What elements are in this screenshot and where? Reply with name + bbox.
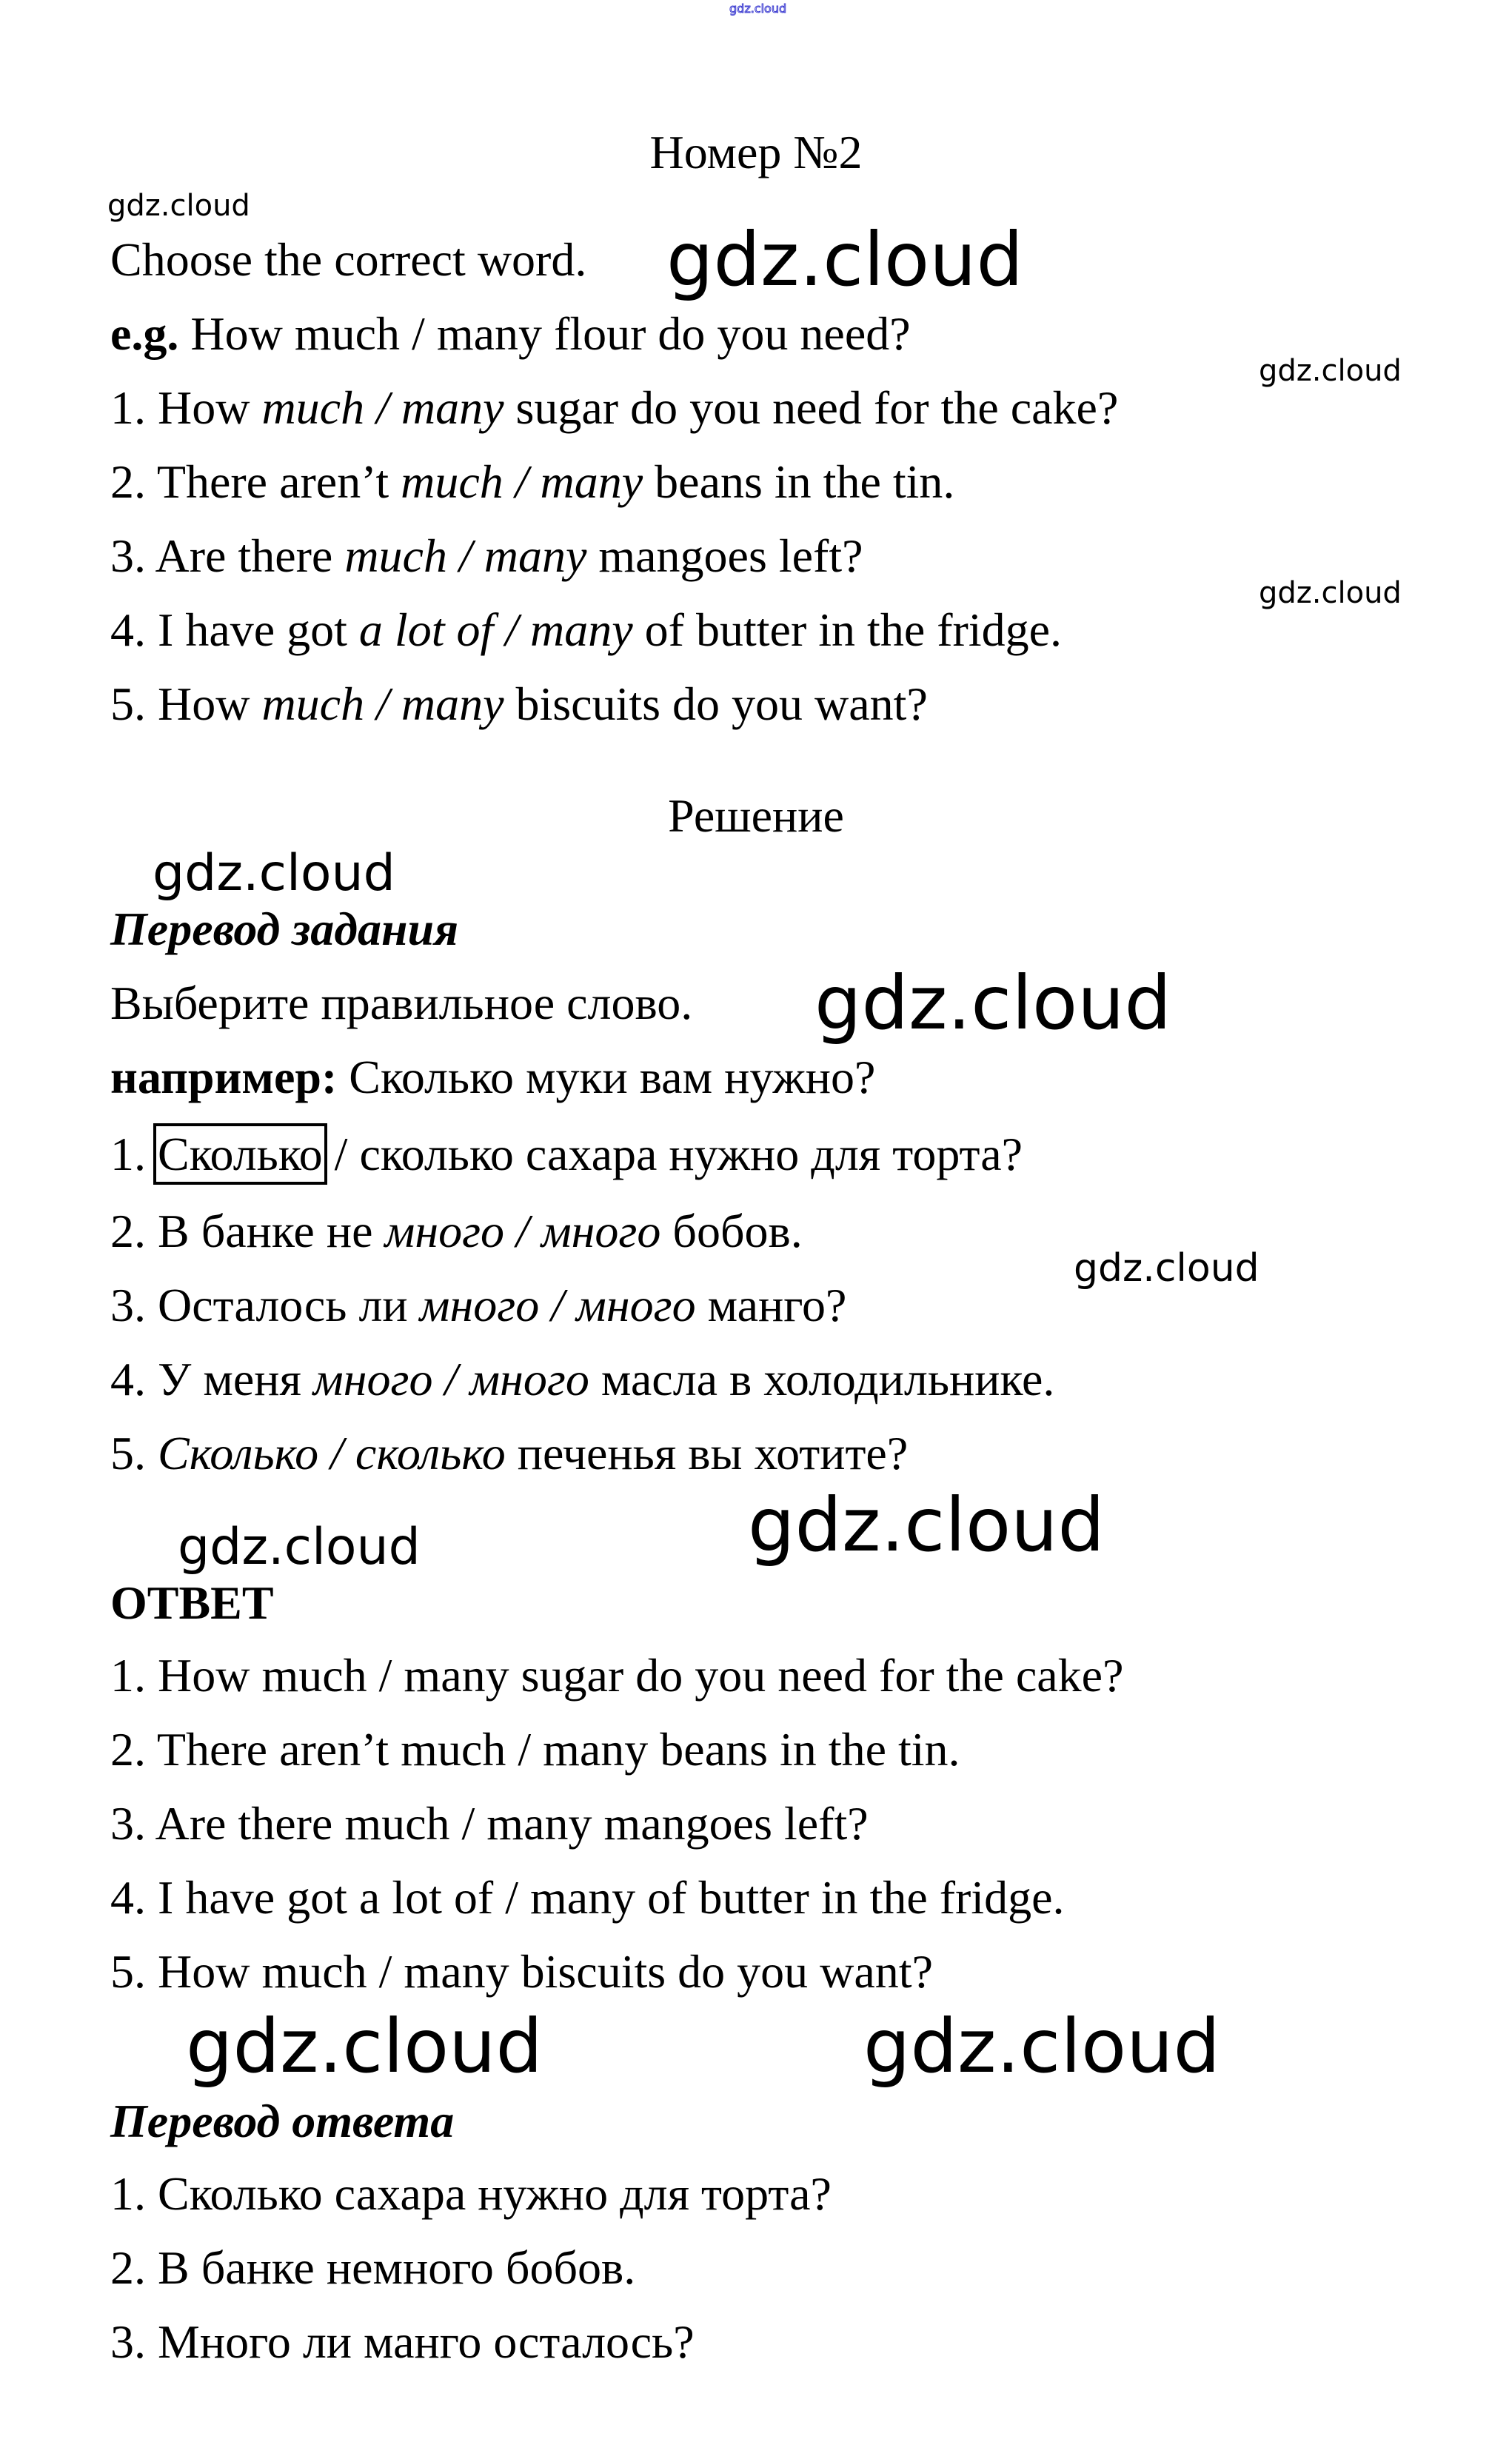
- text-segment: 5.: [110, 1427, 158, 1479]
- text-segment: 2. В банке немного бобов.: [110, 2241, 636, 2294]
- translation-line: [110, 1279, 846, 1332]
- text-segment: 4. I have got a lot of / many of butter in the fridge.: [110, 1871, 1065, 1924]
- text-segment: biscuits do you want?: [504, 678, 928, 730]
- translation-instruction: Выберите правильное слово.: [110, 977, 693, 1029]
- translation-line: [110, 1128, 1023, 1181]
- text-segment: 3. Осталось ли: [110, 1279, 420, 1331]
- solution-title: Решение: [668, 789, 844, 842]
- watermark: gdz.cloud: [153, 844, 395, 903]
- task-line: [110, 678, 928, 731]
- task-instruction: Choose the correct word.: [110, 233, 587, 286]
- answer-line: [110, 1649, 1123, 1702]
- text-segment: 4. У меня: [110, 1353, 313, 1405]
- task-line: [110, 381, 1118, 435]
- text-segment: много / много: [312, 1353, 589, 1405]
- text-segment: 1. Сколько сахара нужно для торта?: [110, 2167, 832, 2220]
- watermark: gdz.cloud: [186, 2003, 543, 2090]
- watermark: gdz.cloud: [748, 1482, 1105, 1568]
- text-segment: mangoes left?: [586, 529, 863, 582]
- text-segment: 4. I have got: [110, 603, 359, 656]
- text-segment: бобов.: [660, 1205, 803, 1257]
- text-segment: масла в холодильнике.: [589, 1353, 1055, 1405]
- text-segment: How much / many flour do you need?: [178, 307, 911, 360]
- text-segment: / сколько сахара нужно для торта?: [322, 1128, 1023, 1180]
- watermark: gdz.cloud: [863, 2003, 1221, 2090]
- text-segment: beans in the tin.: [643, 455, 955, 508]
- text-segment: много / много: [419, 1279, 696, 1331]
- text-segment: 1. How much / many sugar do you need for the cake?: [110, 1649, 1124, 1702]
- text-segment: 2. There aren’t: [110, 455, 401, 508]
- text-segment: of butter in the fridge.: [632, 603, 1063, 656]
- answer-line: [110, 1871, 1065, 1924]
- text-segment: много / много: [384, 1205, 661, 1257]
- translation-line: [110, 1051, 875, 1104]
- text-segment: much / many: [344, 529, 587, 582]
- text-segment: манго?: [695, 1279, 847, 1331]
- watermark: gdz.cloud: [666, 216, 1024, 303]
- task-line: [110, 307, 911, 361]
- text-segment: much / many: [261, 381, 504, 434]
- answer-translation-line: [110, 2315, 695, 2369]
- task-line: [110, 603, 1062, 657]
- answer-line: [110, 1945, 933, 1998]
- text-segment: 2. В банке не: [110, 1205, 385, 1257]
- text-segment: e.g.: [110, 307, 179, 360]
- boxed-word: Сколько: [158, 1128, 323, 1180]
- answer-translation-line: [110, 2167, 832, 2221]
- text-segment: 3. Are there: [110, 529, 345, 582]
- answer-translation-line: [110, 2241, 635, 2295]
- translation-line: [110, 1205, 803, 1258]
- watermark: gdz.cloud: [107, 189, 250, 223]
- text-segment: 3. Много ли манго осталось?: [110, 2315, 695, 2368]
- watermark-top: gdz.cloud: [729, 1, 787, 16]
- watermark: gdz.cloud: [1259, 576, 1402, 610]
- text-segment: Сколько / сколько: [158, 1427, 506, 1479]
- answer-line: [110, 1797, 869, 1850]
- translation-heading: Перевод задания: [110, 903, 459, 955]
- text-segment: much / many: [401, 455, 643, 508]
- text-segment: печенья вы хотите?: [505, 1427, 909, 1479]
- text-segment: например:: [110, 1051, 338, 1103]
- text-segment: 5. How: [110, 678, 262, 730]
- text-segment: Сколько муки вам нужно?: [337, 1051, 876, 1103]
- text-segment: sugar do you need for the cake?: [504, 381, 1119, 434]
- task-line: [110, 529, 863, 583]
- text-segment: 1. How: [110, 381, 262, 434]
- answer-heading: ОТВЕТ: [110, 1576, 274, 1629]
- answer-line: [110, 1723, 960, 1776]
- text-segment: a lot of / many: [358, 603, 633, 656]
- text-segment: 5. How much / many biscuits do you want?: [110, 1945, 933, 1998]
- watermark: gdz.cloud: [1074, 1246, 1260, 1291]
- watermark: gdz.cloud: [178, 1518, 421, 1576]
- translation-line: [110, 1427, 908, 1480]
- watermark: gdz.cloud: [1259, 354, 1402, 388]
- watermark: gdz.cloud: [814, 960, 1172, 1046]
- answer-translation-heading: Перевод ответа: [110, 2095, 455, 2147]
- page-title: Номер №2: [649, 126, 863, 178]
- text-segment: 3. Are there much / many mangoes left?: [110, 1797, 869, 1850]
- text-segment: much / many: [261, 678, 504, 730]
- task-line: [110, 455, 954, 509]
- text-segment: 2. There aren’t much / many beans in the tin.: [110, 1723, 960, 1776]
- text-segment: 1.: [110, 1128, 158, 1180]
- translation-line: [110, 1353, 1054, 1406]
